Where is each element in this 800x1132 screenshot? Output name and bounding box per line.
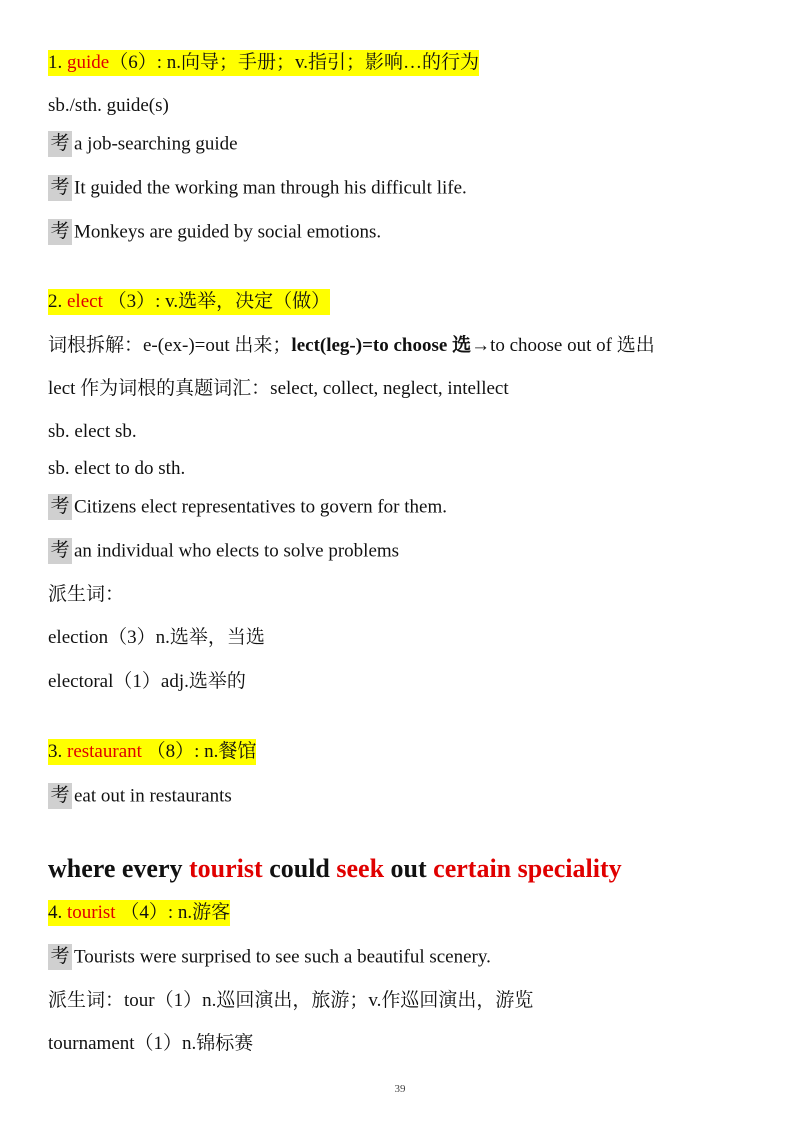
- example-text: It guided the working man through his difficult life.: [74, 177, 467, 199]
- example-text: eat out in restaurants: [74, 785, 232, 807]
- derived-label: 派生词：: [48, 584, 125, 605]
- kao-marker: 考: [48, 783, 72, 809]
- entry-number: 1.: [48, 52, 67, 73]
- entry-number: 2.: [48, 291, 67, 312]
- root-text: 词根拆解：e-(ex-)=out 出来；: [48, 335, 292, 356]
- headword: guide: [67, 52, 110, 73]
- sentence-text: where every: [48, 854, 190, 883]
- page-number: 39: [394, 1083, 406, 1095]
- example-line: [48, 132, 238, 156]
- usage-line: sb./sth. guide(s): [48, 95, 169, 116]
- usage-line: sb. elect sb.: [48, 421, 137, 442]
- entry-4-heading: [48, 901, 230, 925]
- example-text: a job-searching guide: [74, 133, 238, 155]
- definition: （8）: n.餐馆: [141, 741, 257, 762]
- kao-marker: 考: [48, 175, 72, 201]
- entry-2-highlight: [48, 289, 330, 315]
- kao-marker: 考: [48, 944, 72, 970]
- derived-word-line: election（3）n.选举，当选: [48, 627, 265, 648]
- derived-word-line: electoral（1）adj.选举的: [48, 671, 246, 692]
- example-text: an individual who elects to solve problems: [74, 540, 400, 562]
- key-sentence: [48, 853, 622, 885]
- example-line: [48, 784, 232, 808]
- definition: （4）: n.游客: [115, 902, 231, 923]
- headword: elect: [67, 291, 103, 312]
- headword: restaurant: [67, 741, 142, 762]
- sentence-keyword: seek: [336, 854, 385, 883]
- entry-3-highlight: [48, 739, 256, 765]
- entry-4-highlight: [48, 900, 230, 926]
- sentence-keyword: certain speciality: [433, 854, 622, 883]
- entry-number: 3.: [48, 741, 67, 762]
- derived-word-line: tournament（1）n.锦标赛: [48, 1033, 254, 1054]
- example-line: [48, 176, 467, 200]
- root-vocab-line: lect 作为词根的真题词汇：select, collect, neglect, intellect: [48, 378, 509, 399]
- usage-line: sb. elect to do sth.: [48, 458, 186, 479]
- example-line: [48, 539, 399, 563]
- definition: （6）: n.向导；手册；v.指引；影响…的行为: [109, 52, 480, 73]
- root-text: →to choose out of 选出: [471, 335, 655, 356]
- example-line: [48, 495, 447, 519]
- headword: tourist: [67, 902, 116, 923]
- example-text: Monkeys are guided by social emotions.: [74, 221, 382, 243]
- entry-1-highlight: [48, 50, 479, 76]
- kao-marker: 考: [48, 219, 72, 245]
- sentence-keyword: tourist: [189, 854, 263, 883]
- entry-1-heading: [48, 51, 479, 75]
- root-bold-text: lect(leg-)=to choose 选: [291, 335, 472, 356]
- example-line: [48, 220, 381, 244]
- sentence-text: out: [384, 854, 434, 883]
- entry-number: 4.: [48, 902, 67, 923]
- example-line: [48, 945, 491, 969]
- derived-word-line: 派生词：tour（1）n.巡回演出，旅游；v.作巡回演出，游览: [48, 990, 534, 1011]
- sentence-text: could: [262, 854, 337, 883]
- kao-marker: 考: [48, 494, 72, 520]
- entry-2-heading: [48, 290, 330, 314]
- kao-marker: 考: [48, 538, 72, 564]
- kao-marker: 考: [48, 131, 72, 157]
- root-breakdown-line: [48, 334, 655, 358]
- example-text: Citizens elect representatives to govern for them.: [74, 496, 448, 518]
- example-text: Tourists were surprised to see such a beautiful scenery.: [74, 946, 491, 968]
- definition: （3）: v.选举，决定（做）: [102, 291, 331, 312]
- entry-3-heading: [48, 740, 256, 764]
